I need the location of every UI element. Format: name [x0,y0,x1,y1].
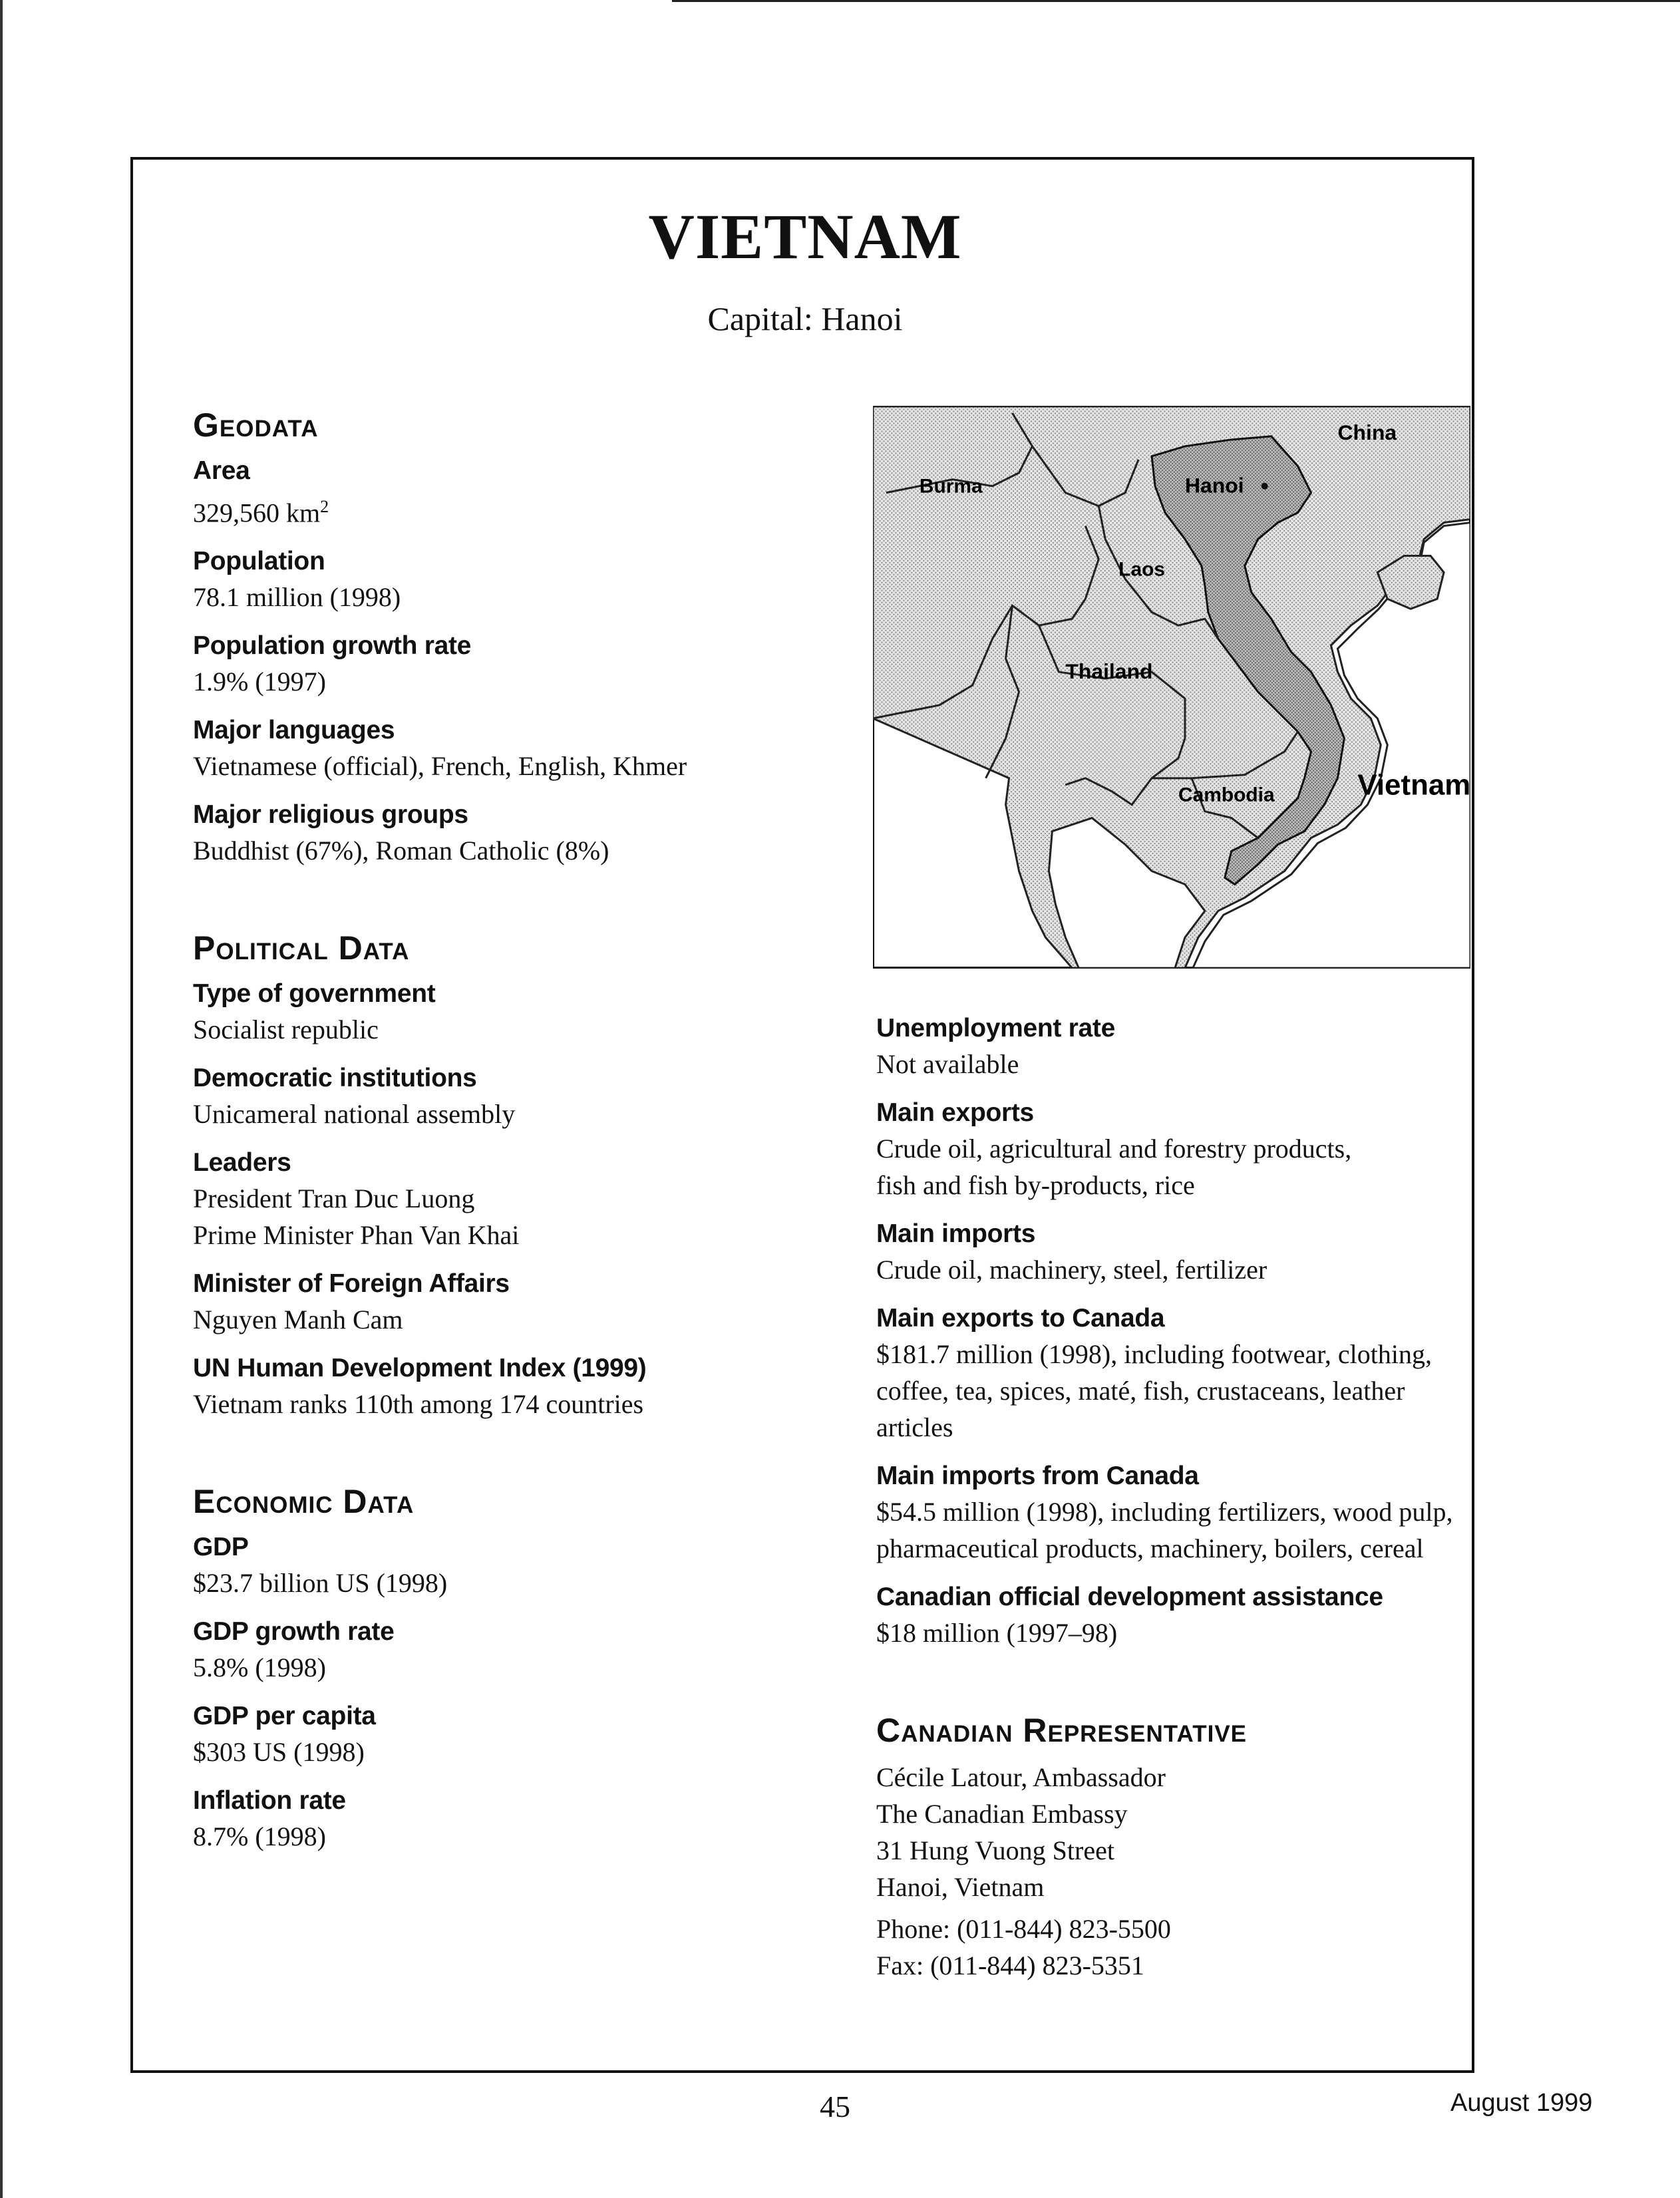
region-map [873,406,1470,969]
institutions-value: Unicameral national assembly [193,1099,516,1130]
fact-sheet-frame [130,157,1474,2073]
representative-line-1: Cécile Latour, Ambassador [876,1762,1166,1792]
oda-value: $18 million (1997–98) [876,1618,1118,1648]
institutions-item [193,1061,832,1132]
economic-heading: Economic Data [193,1483,415,1521]
representative-line-3: 31 Hung Vuong Street [876,1835,1114,1865]
representative-line-4: Hanoi, Vietnam [876,1872,1045,1902]
representative-line-2: The Canadian Embassy [876,1799,1128,1829]
exports-canada-line-2: coffee, tea, spices, maté, fish, crustaceans, leather [876,1376,1405,1406]
growth-item [193,629,832,700]
map-label-vietnam: Vietnam [1357,768,1470,802]
gdp-growth-item [193,1615,832,1686]
oda-label: Canadian official development assistance [876,1583,1383,1611]
government-value: Socialist republic [193,1015,379,1045]
foreign-item [193,1267,832,1338]
exports-canada-item [876,1301,1462,1446]
page-title: VIETNAM [648,201,962,272]
capital-subtitle: Capital: Hanoi [707,300,903,337]
foreign-value: Nguyen Manh Cam [193,1305,403,1335]
institutions-label: Democratic institutions [193,1064,477,1093]
imports-canada-line-1: $54.5 million (1998), including fertilizers, wood pulp, [876,1497,1453,1527]
imports-value: Crude oil, machinery, steel, fertilizer [876,1255,1267,1285]
religions-label: Major religious groups [193,800,468,830]
imports-label: Main imports [876,1219,1036,1248]
imports-canada-item [876,1459,1462,1567]
hdi-label: UN Human Development Index (1999) [193,1354,647,1383]
representative-heading: Canadian Representative [876,1712,1248,1749]
religions-item [193,798,832,869]
gdp-value: $23.7 billion US (1998) [193,1568,448,1599]
gdp-capita-value: $303 US (1998) [193,1737,365,1768]
gdp-growth-value: 5.8% (1998) [193,1652,326,1683]
population-value: 78.1 million (1998) [193,582,401,613]
unemployment-item [876,1011,1462,1082]
area-number: 329,560 km [193,498,321,528]
exports-line-1: Crude oil, agricultural and forestry products, [876,1134,1352,1164]
foreign-label: Minister of Foreign Affairs [193,1269,510,1299]
leaders-line-2: Prime Minister Phan Van Khai [193,1220,520,1251]
hdi-value: Vietnam ranks 110th among 174 countries [193,1389,644,1420]
growth-label: Population growth rate [193,631,472,661]
inflation-value: 8.7% (1998) [193,1821,326,1852]
map-label-china: China [1337,420,1397,444]
population-label: Population [193,547,325,576]
population-item [193,544,832,615]
scan-left-edge [0,0,3,2198]
government-item [193,977,832,1048]
right-column [876,1011,1462,1984]
map-label-hanoi: Hanoi [1184,473,1244,498]
leaders-label: Leaders [193,1148,291,1178]
religions-value: Buddhist (67%), Roman Catholic (8%) [193,836,609,866]
area-value [193,488,832,531]
exports-label: Main exports [876,1098,1034,1127]
political-heading: Political Data [193,929,410,967]
area-label: Area [193,456,250,485]
publication-date: August 1999 [1450,2089,1593,2117]
gdp-growth-label: GDP growth rate [193,1617,395,1647]
geodata-heading: Geodata [193,406,319,444]
exports-item [876,1096,1462,1203]
gdp-label: GDP [193,1533,249,1562]
map-label-cambodia: Cambodia [1178,784,1275,806]
languages-item [193,713,832,784]
unemployment-value: Not available [876,1049,1019,1079]
imports-canada-line-2: pharmaceutical products, machinery, boilers, cereal [876,1533,1424,1563]
imports-canada-label: Main imports from Canada [876,1462,1199,1490]
map-label-thailand: Thailand [1065,659,1153,684]
page-number: 45 [820,2090,850,2123]
languages-label: Major languages [193,716,395,745]
languages-value: Vietnamese (official), French, English, Khmer [193,751,687,782]
gdp-capita-item [193,1699,832,1770]
area-item [193,454,832,531]
hdi-item [193,1351,832,1422]
inflation-item [193,1784,832,1855]
hanoi-dot [1261,483,1268,490]
leaders-item [193,1146,832,1253]
scan-top-edge [672,0,1680,2]
map-label-burma: Burma [919,475,983,498]
representative-phone: Phone: (011-844) 823-5500 [876,1914,1171,1944]
imports-item [876,1217,1462,1288]
map-label-laos: Laos [1118,558,1166,581]
gdp-item [193,1530,832,1601]
gdp-capita-label: GDP per capita [193,1702,376,1731]
unemployment-label: Unemployment rate [876,1014,1115,1042]
representative-fax: Fax: (011-844) 823-5351 [876,1951,1144,1980]
exports-line-2: fish and fish by-products, rice [876,1170,1195,1200]
government-label: Type of government [193,979,436,1009]
oda-item [876,1580,1462,1651]
leaders-line-1: President Tran Duc Luong [193,1183,475,1214]
inflation-label: Inflation rate [193,1786,346,1815]
exports-canada-label: Main exports to Canada [876,1304,1165,1333]
exports-canada-line-3: articles [876,1412,953,1442]
exports-canada-line-1: $181.7 million (1998), including footwear, clothing, [876,1339,1432,1369]
area-exponent: 2 [320,497,329,516]
growth-value: 1.9% (1997) [193,667,326,697]
left-column [193,406,832,1868]
